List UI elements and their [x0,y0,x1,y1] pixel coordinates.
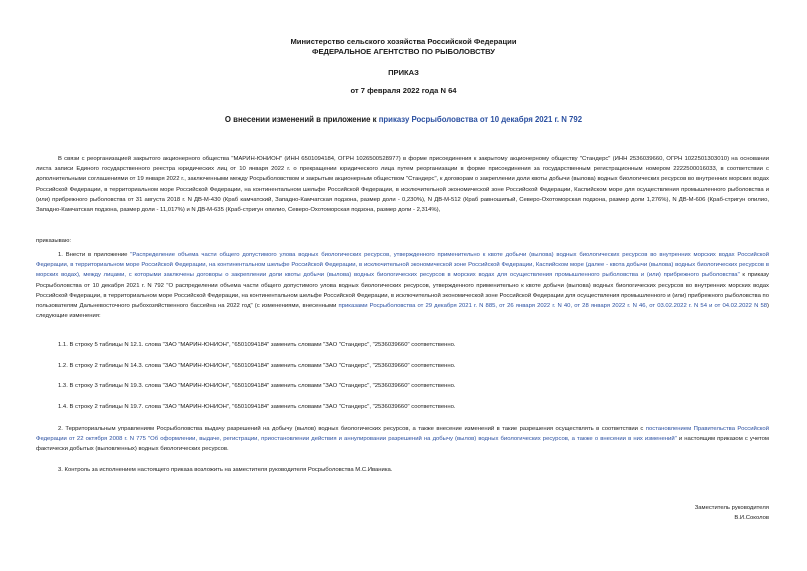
item-1-text-c: ) следующие изменения: [36,303,769,320]
document-date: от 7 февраля 2022 года N 64 [350,86,457,95]
item-1-text-b: к приказу Росрыболовства от 10 декабря 2021 г. N 792 "О распределении объема части общего допустимого улова водных биологических ресурсов, утвержденного применительно к квоте добычи (вылова) водных биологических ресурсов во внутренних морских водах Российской Федерации, в территориальном море Российской Федерации, на континентальном шельфе Российской Федерации, в исключительной экономической зоне Российской Федерации для осуществления промышленного и (или) прибрежного рыболовства по пользователям Дальневосточного рыбохозяйственного бассейна на 2022 год" (с изменениями, внесенными [36,272,769,310]
order-label: приказываю: [36,238,72,244]
item-1-text-a: 1. Внести в приложение [58,252,131,258]
document-type: ПРИКАЗ [388,68,419,77]
government-decree-link[interactable]: постановлением Правительства Российской Федерации от 22 октября 2008 г. N 775 "Об оформлении, выдаче, регистрации, приостановлении действия и аннулировании разрешений на добычу (вылов) водных биологических ресурсов, а также о внесении в них изменений" [36,426,769,443]
item-3-paragraph: 3. Контроль за исполнением настоящего приказа возложить на заместителя руководителя Росрыболовства М.С.Иваника. [58,467,393,473]
item-2-text-b: и настоящим приказом с учетом фактически добытых (выловленных) водных биологических ресурсов. [36,436,769,453]
subject-prefix: О внесении изменений в приложение к [224,115,379,124]
document-subject [0,115,807,125]
item-2-paragraph [36,424,769,455]
document-header [0,37,807,57]
subject-link[interactable]: приказу Росрыболовства от 10 декабря 2021 г. N 792 [378,115,583,124]
appendix-link[interactable]: "Распределение объема части общего допустимого улова водных биологических ресурсов, утвержденного применительно к квоте добычи (вылова) водных биологических ресурсов во внутренних морских водах Российской Федерации, в территориальном море Российской Федерации, на континентальном шельфе Российской Федерации, в исключительной экономической зоне Российской Федерации, Каспийском море (далее - квота добычи (вылова) водных биологических ресурсов в морских водах), между лицами, с которыми заключены договоры о закреплении доли квоты добычи (вылова) водных биологических ресурсов в морских водах для осуществления промышленного рыболовства и (или) прибрежного рыболовства" [36,252,769,279]
item-1-1-paragraph: 1.1. В строку 5 таблицы N 12.1. слова "ЗАО "МАРИН-ЮНИОН", "6501094184" заменить словами "ЗАО "Стандерс", "2536039660" соответственно. [58,342,456,348]
preamble-paragraph: В связи с реорганизацией закрытого акционерного общества "МАРИН-ЮНИОН" (ИНН 6501094184, ОГРН 1026500528977) в форме присоединения к закрытому акционерному обществу "Стандерс" (ИНН 2536039660, ОГРН 1022501303010) на основании листа записи Единого государственного реестра юридических лиц от 10 января 2022 г. о прекращении юридического лица путем реорганизации в форме присоединения за государственным регистрационным номером 2222500016033, в соответствии с дополнительными соглашениями от 19 января 2022 г., заключенными между Росрыболовством и закрытым акционерным обществом "Стандерс", к договорам о закреплении доли квоты добычи (вылова) водных биологических ресурсов во внутренних морских водах Российской Федерации, в территориальном море Российской Федерации, на континентальном шельфе Российской Федерации, в исключительной экономической зоне Российской Федерации, Каспийском море для осуществления промышленного рыболовства и (или) прибрежного рыболовства от 31 августа 2018 г. N ДВ-М-430 (Краб камчатский, Западно-Камчатская подзона, размер доли - 0,230%), N ДВ-М-512 (Краб равношипый, Северо-Охотоморская подзона, размер доли 1,276%), N ДВ-М-606 (Краб-стригун опилио, Западно-Камчатская подзона, размер доли - 11,017%) и N ДВ-М-635 (Краб-стригун опилио, Северо-Охотоморская подзона, размер доли - 2,314%), [36,156,769,214]
item-1-4-paragraph: 1.4. В строку 2 таблицы N 19.7. слова "ЗАО "МАРИН-ЮНИОН", "6501094184" заменить словами "ЗАО "Стандерс", "2536039660" соответственно. [58,404,456,410]
item-1-2-paragraph: 1.2. В строку 2 таблицы N 14.3. слова "ЗАО "МАРИН-ЮНИОН", "6501094184" заменить словами "ЗАО "Стандерс", "2536039660" соответственно. [58,363,456,369]
item-1-3-paragraph: 1.3. В строку 3 таблицы N 19.3. слова "ЗАО "МАРИН-ЮНИОН", "6501094184" заменить словами "ЗАО "Стандерс", "2536039660" соответственно. [58,383,456,389]
item-1-paragraph [36,250,769,321]
agency-name: ФЕДЕРАЛЬНОЕ АГЕНТСТВО ПО РЫБОЛОВСТВУ [312,47,495,56]
amending-orders-link[interactable]: приказами Росрыболовства от 29 декабря 2021 г. N 885, от 26 января 2022 г. N 40, от 28 января 2022 г. N 46, от 03.02.2022 г. N 54 и от 04.02.2022 N 58 [338,303,768,310]
ministry-name: Министерство сельского хозяйства Российской Федерации [290,37,517,46]
signatory-position: Заместитель руководителя [694,505,769,511]
signature-block [695,504,769,524]
signatory-name: В.И.Соколов [734,514,769,521]
item-2-text-a: 2. Территориальным управлениям Росрыболовства выдачу разрешений на добычу (вылов) водных биологических ресурсов, а также внесение изменений в такие разрешения осуществлять в соответствии с [58,426,646,432]
